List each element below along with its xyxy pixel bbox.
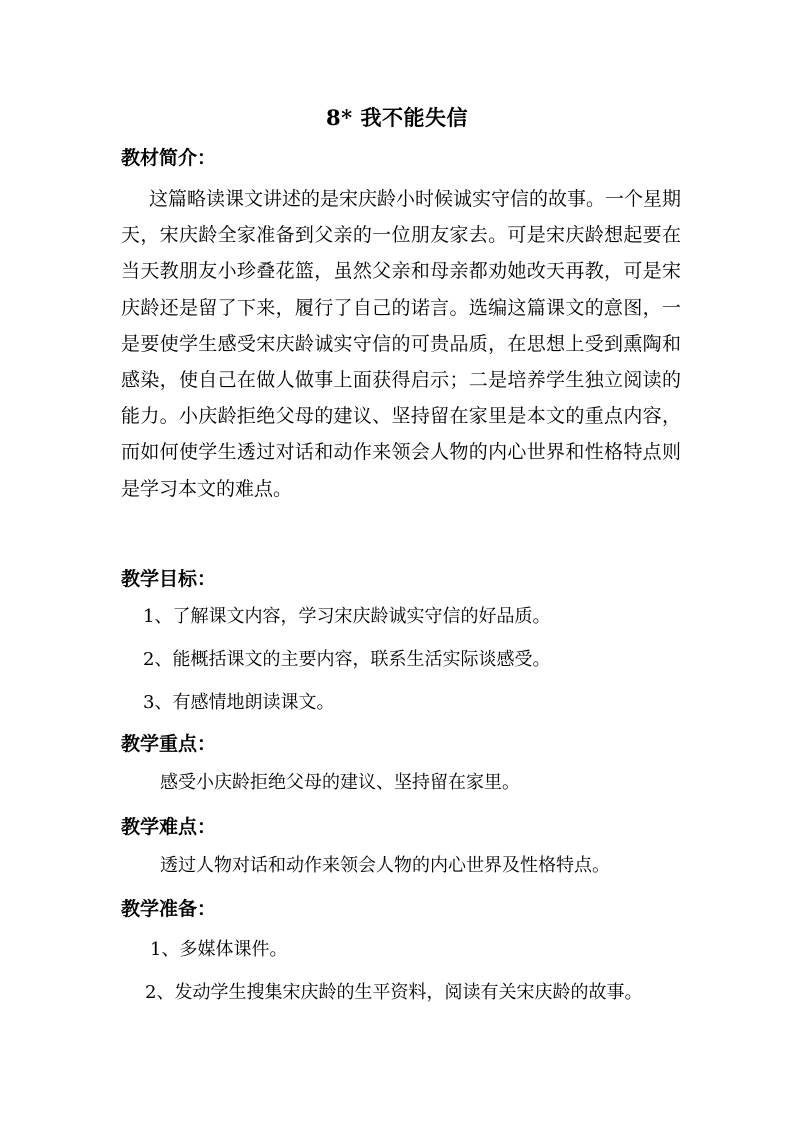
intro-heading: 教材简介： [121, 147, 217, 169]
goal-item-3: 3、有感情地朗读课文。 [143, 692, 335, 713]
preparation-heading: 教学准备： [121, 898, 217, 920]
document-title: 8* 我不能失信 [326, 105, 468, 130]
key-points-text: 感受小庆龄拒绝父母的建议、坚持留在家里。 [160, 772, 520, 793]
goals-heading: 教学目标： [121, 568, 217, 590]
difficulties-heading: 教学难点： [121, 816, 217, 838]
preparation-item-2: 2、发动学生搜集宋庆龄的生平资料，阅读有关宋庆龄的故事。 [145, 982, 643, 1003]
key-points-heading: 教学重点： [121, 733, 217, 755]
goal-item-1: 1、了解课文内容，学习宋庆龄诚实守信的好品质。 [143, 606, 551, 627]
goal-item-2: 2、能概括课文的主要内容，联系生活实际谈感受。 [143, 649, 551, 670]
intro-paragraph: 这篇略读课文讲述的是宋庆龄小时候诚实守信的故事。一个星期天，宋庆龄全家准备到父亲的一位朋友家去。可是宋庆龄想起要在当天教朋友小珍叠花篮，虽然父亲和母亲都劝她改天再教，可是宋庆龄还是留了下来，履行了自己的诺言。选编这篇课文的意图，一是要使学生感受宋庆龄诚实守信的可贵品质，在思想上受到熏陶和感染，使自己在做人做事上面获得启示；二是培养学生独立阅读的能力。小庆龄拒绝父母的建议、坚持留在家里是本文的重点内容，而如何使学生透过对话和动作来领会人物的内心世界和性格特点则是学习本文的难点。 [121, 188, 682, 500]
difficulties-text: 透过人物对话和动作来领会人物的内心世界及性格特点。 [160, 855, 610, 876]
preparation-item-1: 1、多媒体课件。 [150, 939, 288, 960]
